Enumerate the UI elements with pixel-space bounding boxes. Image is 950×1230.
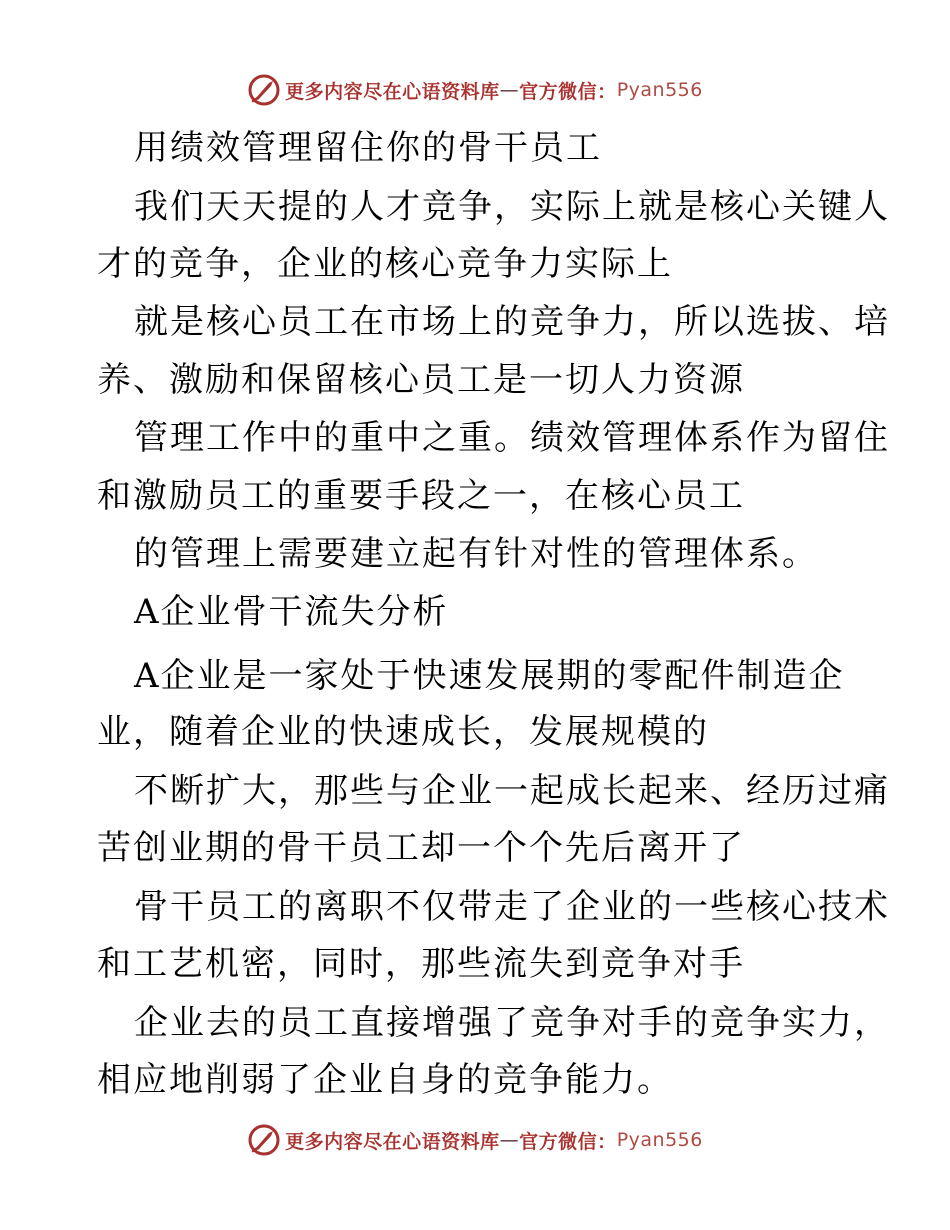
- watermark-dash: —: [499, 1129, 520, 1151]
- footer-watermark: [0, 1118, 950, 1162]
- watermark-promo-text: 更多内容尽在心语资料库: [285, 1130, 500, 1153]
- paragraph-line: A企业是一家处于快速发展期的零配件制造企: [134, 656, 845, 696]
- watermark-handle: Pyan556: [616, 1129, 703, 1151]
- paragraph-line: 企业去的员工直接增强了竞争对手的竞争实力，: [134, 1003, 890, 1043]
- quill-pen-logo-icon: [247, 1123, 281, 1157]
- paragraph-line: 和激励员工的重要手段之一，在核心员工: [97, 476, 745, 516]
- paragraph-line: 管理工作中的重中之重。绩效管理体系作为留住: [134, 418, 890, 458]
- paragraph-line: 苦创业期的骨干员工却一个个先后离开了: [97, 828, 745, 868]
- paragraph-line: 养、激励和保留核心员工是一切人力资源: [97, 360, 745, 400]
- paragraph-line: 不断扩大，那些与企业一起成长起来、经历过痛: [134, 771, 890, 811]
- watermark-contact-label: 官方微信：: [519, 1130, 617, 1153]
- paragraph-line: 和工艺机密，同时，那些流失到竞争对手: [97, 944, 745, 984]
- paragraph-line: 就是核心员工在市场上的竞争力，所以选拔、培: [134, 302, 890, 342]
- watermark-dash: —: [499, 79, 520, 101]
- paragraph-line: 我们天天提的人才竞争，实际上就是核心关键人: [134, 187, 890, 227]
- header-watermark: [0, 68, 950, 112]
- paragraph-line: 才的竞争，企业的核心竞争力实际上: [97, 244, 673, 284]
- section-heading: A企业骨干流失分析: [134, 592, 449, 632]
- paragraph-line: 骨干员工的离职不仅带走了企业的一些核心技术: [134, 887, 890, 927]
- watermark-promo-text: 更多内容尽在心语资料库: [285, 80, 500, 103]
- quill-pen-logo-icon: [247, 73, 281, 107]
- paragraph-line: 的管理上需要建立起有针对性的管理体系。: [134, 534, 818, 574]
- watermark-handle: Pyan556: [616, 79, 703, 101]
- paragraph-line: 相应地削弱了企业自身的竞争能力。: [97, 1060, 673, 1100]
- watermark-contact-label: 官方微信：: [519, 80, 617, 103]
- document-title: 用绩效管理留住你的骨干员工: [134, 128, 602, 168]
- paragraph-line: 业，随着企业的快速成长，发展规模的: [97, 712, 709, 752]
